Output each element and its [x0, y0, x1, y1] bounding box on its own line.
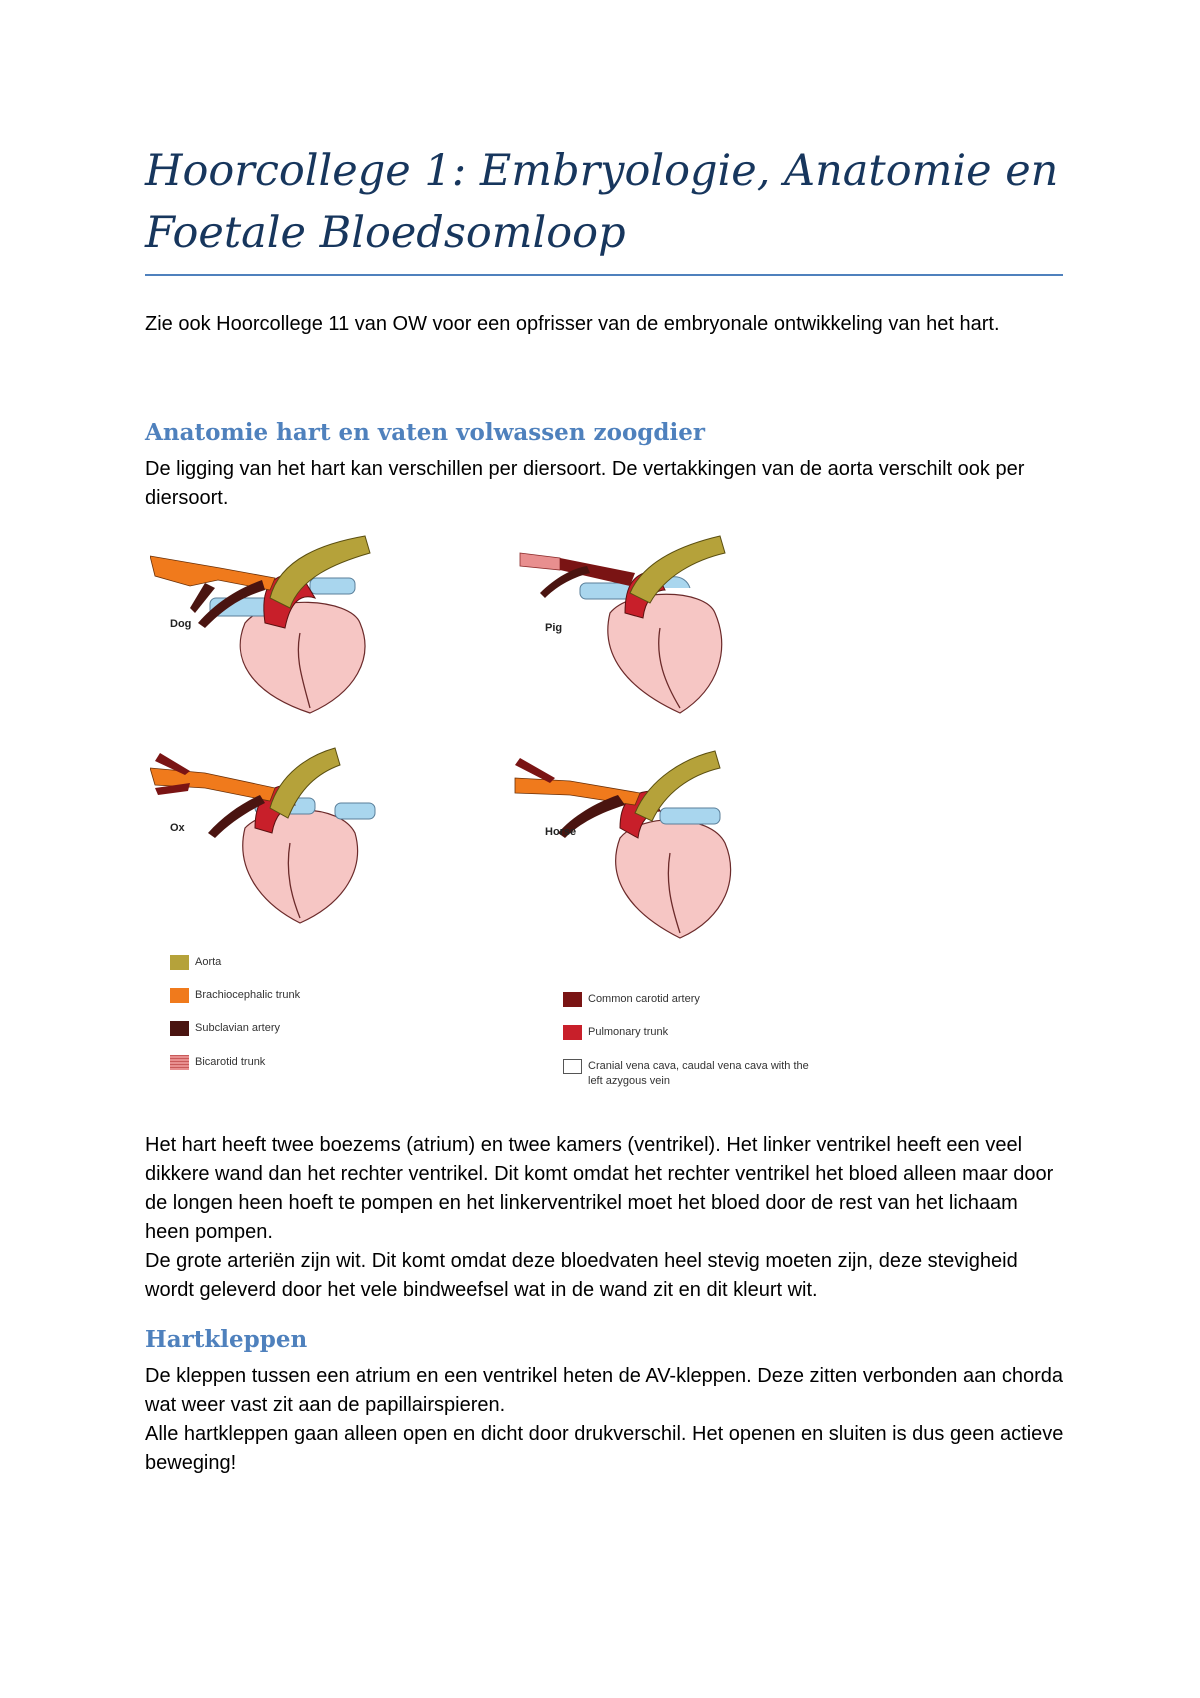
heart-diagram-ox [150, 743, 410, 933]
legend-item [563, 1059, 823, 1089]
label-dog: Dog [170, 618, 192, 630]
section-heading-heart-valves: Hartkleppen [145, 1326, 308, 1353]
heart-vessels-figure [150, 528, 900, 1098]
heart-diagram-pig [515, 518, 775, 718]
section-anatomy-intro: De ligging van het hart kan verschillen per diersoort. De vertakkingen van de aorta verschilt ook per diersoort. [145, 458, 1025, 509]
legend-item [563, 1025, 668, 1040]
label-pig: Pig [545, 622, 563, 634]
legend-label: Subclavian artery [195, 1022, 280, 1034]
section-valves-body-1: De kleppen tussen een atrium en een ventrikel heten de AV-kleppen. Deze zitten verbonden aan chorda wat weer vast zit aan de papillairspieren. [145, 1365, 1064, 1416]
legend-item [563, 992, 700, 1007]
legend-label: Brachiocephalic trunk [195, 989, 301, 1001]
heart-diagram-horse [510, 743, 770, 943]
legend-label: Pulmonary trunk [588, 1026, 669, 1038]
label-ox: Ox [170, 822, 185, 834]
legend-item [170, 1055, 265, 1070]
section-anatomy-body-1: Het hart heeft twee boezems (atrium) en twee kamers (ventrikel). Het linker ventrikel heeft een veel dikkere wand dan het rechter ventrikel. Dit komt omdat het rechter ventrikel het bloed alleen maar door de longen heen hoeft te pompen en het linkerventrikel moet het bloed door de rest van het lichaam heen pompen. [145, 1134, 1054, 1243]
legend-item [170, 955, 221, 970]
legend-label: Common carotid artery [588, 993, 700, 1005]
legend-label: Cranial vena cava, caudal vena cava with the left azygous vein [588, 1060, 809, 1087]
section-anatomy-body-2: De grote arteriën zijn wit. Dit komt omdat deze bloedvaten heel stevig moeten zijn, deze stevigheid wordt geleverd door het vele bindweefsel wat in de wand zit en dit kleurt wit. [145, 1250, 1018, 1301]
section-valves-body-2: Alle hartkleppen gaan alleen open en dicht door drukverschil. Het openen en sluiten is dus geen actieve beweging! [145, 1423, 1064, 1474]
legend-label: Bicarotid trunk [195, 1056, 266, 1068]
document-title: Hoorcollege 1: Embryologie, Anatomie en Foetale Bloedsomloop [145, 146, 1059, 258]
intro-paragraph: Zie ook Hoorcollege 11 van OW voor een opfrisser van de embryonale ontwikkeling van het hart. [145, 313, 1000, 335]
legend-swatch-vena-cava [563, 1059, 582, 1074]
section-heading-anatomy: Anatomie hart en vaten volwassen zoogdier [145, 419, 705, 446]
legend-swatch-pulmonary [563, 1025, 582, 1040]
legend-swatch-brachiocephalic [170, 988, 189, 1003]
legend-item [170, 988, 300, 1003]
legend-item [170, 1021, 280, 1036]
legend-swatch-common-carotid [563, 992, 582, 1007]
legend-swatch-bicarotid [170, 1055, 189, 1070]
legend-label: Aorta [195, 956, 222, 968]
legend-swatch-subclavian [170, 1021, 189, 1036]
title-underline [145, 274, 1063, 276]
legend-swatch-aorta [170, 955, 189, 970]
label-horse: Horse [545, 826, 577, 838]
